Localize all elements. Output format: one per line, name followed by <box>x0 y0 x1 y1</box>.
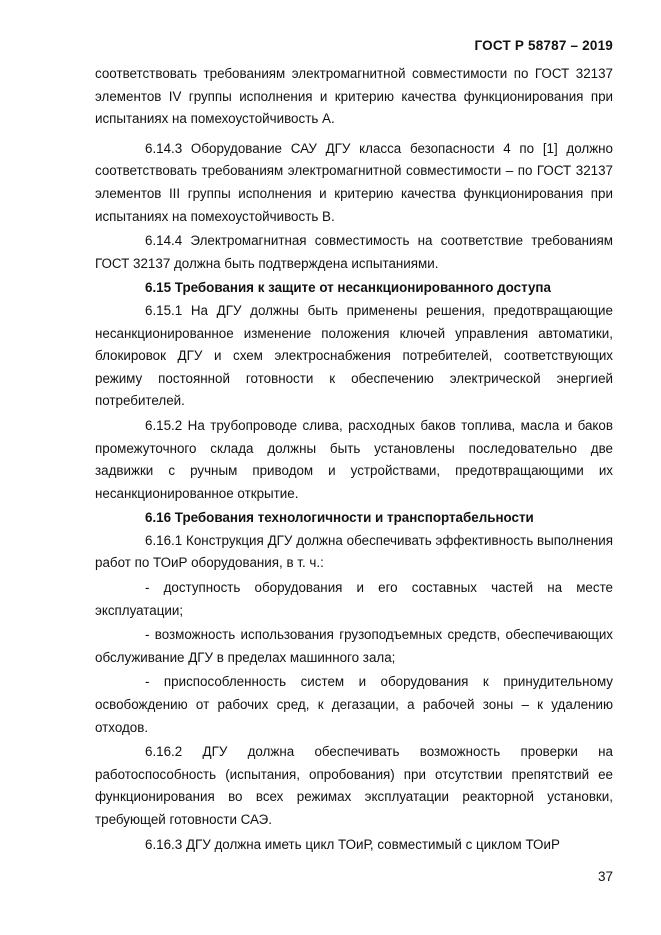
clause-6-16-2: 6.16.2 ДГУ должна обеспечивать возможность проверки на работоспособность (испытания, опробования) при отсутствии препятствий ее функционирования во всех режимах эксплуатации реакторной установки, требующей готовности САЭ. <box>95 744 613 827</box>
page-number: 37 <box>597 869 613 884</box>
clause-6-16-1: 6.16.1 Конструкция ДГУ должна обеспечивать эффективность выполнения работ по ТОиР оборудования, в т. ч.: <box>95 532 613 571</box>
standard-header: ГОСТ Р 58787 – 2019 <box>474 38 613 53</box>
clause-6-15-1: 6.15.1 На ДГУ должны быть применены решения, предотвращающие несанкционированное изменение положения ключей управления автоматики, блокировок ДГУ и схем электроснабжения потребителей, соответствующих режиму постоянной готовности к обеспечению электрической энергией потребителей. <box>95 302 613 409</box>
clause-6-16-3: 6.16.3 ДГУ должна иметь цикл ТОиР, совместимый с циклом ТОиР <box>145 836 560 852</box>
clause-6-14-3: 6.14.3 Оборудование САУ ДГУ класса безопасности 4 по [1] должно соответствовать требованиям электромагнитной совместимости – по ГОСТ 32137 элементов III группы исполнения и критерию качества функционирования при испытаниях на помехоустойчивость В. <box>95 140 613 224</box>
list-item-lifting-means: - возможность использования грузоподъемных средств, обеспечивающих обслуживание ДГУ в пределах машинного зала; <box>95 627 613 665</box>
clause-6-14-4: 6.14.4 Электромагнитная совместимость на соответствие требованиям ГОСТ 32137 должна быть подтверждена испытаниями. <box>95 233 613 271</box>
continuation-paragraph: соответствовать требованиям электромагнитной совместимости по ГОСТ 32137 элементов IV группы исполнения и критерию качества функционирования при испытаниях на помехоустойчивость А. <box>95 66 613 127</box>
section-heading-6-15: 6.15 Требования к защите от несанкционированного доступа <box>145 280 551 296</box>
list-item-decontamination: - приспособленность систем и оборудования к принудительному освобождению от рабочих сред, к дегазации, а рабочей зоны – к удалению отходов. <box>95 674 613 735</box>
clause-6-15-2: 6.15.2 На трубопроводе слива, расходных баков топлива, масла и баков промежуточного склада должны быть установлены последовательно две задвижки с ручным приводом и устройствами, предотвращающими их несанкционированное открытие. <box>95 417 613 501</box>
document-body <box>95 63 613 858</box>
list-item-accessibility: - доступность оборудования и его составных частей на месте эксплуатации; <box>95 580 613 618</box>
section-heading-6-16: 6.16 Требования технологичности и транспортабельности <box>145 510 534 526</box>
